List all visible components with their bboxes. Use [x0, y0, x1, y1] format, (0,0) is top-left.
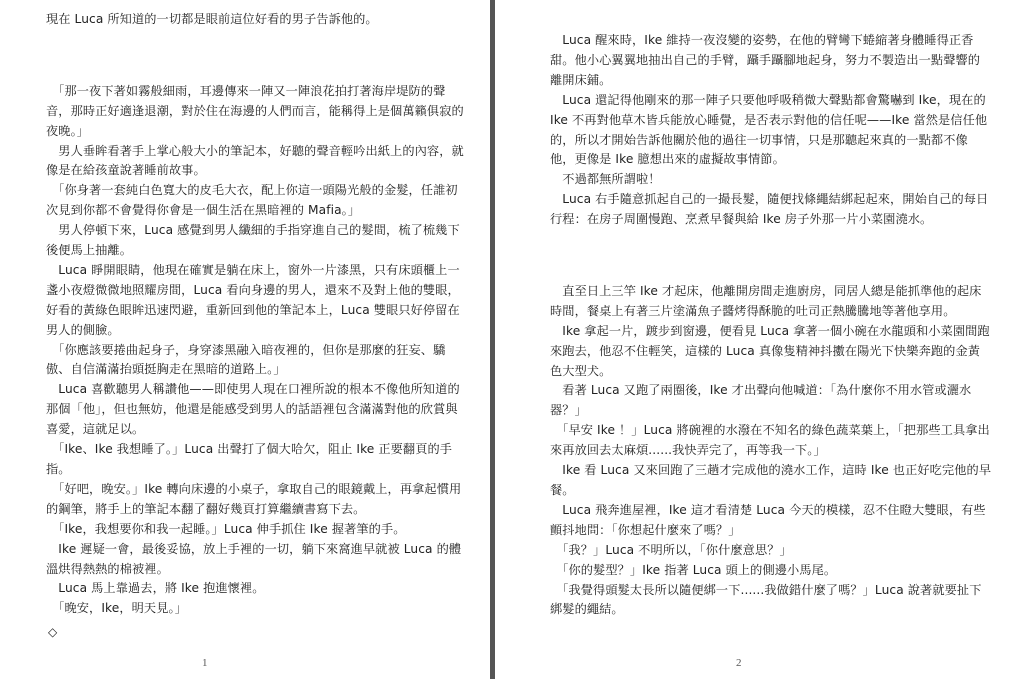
paragraph: Luca 馬上靠過去，將 Ike 抱進懷裡。: [46, 581, 265, 596]
paragraph: Luca 醒來時，Ike 維持一夜沒變的姿勢，在他的臂彎下蜷縮著身體睡得正香甜。他小心翼翼地抽出自己的手臂，躡手躡腳地起身，努力不製造出一點聲響的離開床鋪。: [550, 33, 981, 87]
paragraph: 現在 Luca 所知道的一切都是眼前這位好看的男子告訴他的。: [46, 12, 378, 26]
paragraph: 「我覺得頭髮太長所以隨便綁一下......我做錯什麼了嗎？」Luca 說著就要扯下綁髮的繩結。: [550, 582, 982, 617]
paragraph: Luca 右手隨意抓起自己的一撮長髮，隨便找條繩結綁起起來，開始自己的每日行程：在房子周圍慢跑、烹煮早餐與給 Ike 房子外那一片小菜園澆水。: [550, 192, 989, 227]
paragraph: 「你的髮型？」Ike 指著 Luca 頭上的側邊小馬尾。: [550, 562, 837, 577]
paragraph: 看著 Luca 又跑了兩圈後，Ike 才出聲向他喊道：「為什麼你不用水管或灑水器？」: [550, 383, 972, 418]
page-2-body: [550, 31, 992, 620]
paragraph: 男人停頓下來，Luca 感覺到男人纖細的手指穿進自己的髮間，梳了梳幾下後便馬上抽離。: [46, 223, 460, 258]
paragraph: 直至日上三竿 Ike 才起床，他離開房間走進廚房，同居人總是能抓準他的起床時間，餐桌上有著三片塗滿魚子醬烤得酥脆的吐司正熱騰騰地等著他享用。: [550, 283, 982, 318]
paragraph: 「你身著一套純白色寬大的皮毛大衣，配上你這一頭陽光般的金髮，任誰初次見到你都不會覺得你會是一個生活在黑暗裡的 Mafia。」: [46, 183, 458, 218]
paragraph: 「早安 Ike ！」Luca 將碗裡的水潑在不知名的綠色蔬菜葉上，「把那些工具拿出來再放回去太麻煩......我快弄完了，再等我一下。」: [550, 423, 990, 458]
paragraph: Luca 睜開眼睛，他現在確實是躺在床上，窗外一片漆黑，只有床頭櫃上一盞小夜燈微微地照耀房間，Luca 看向身邊的男人，還來不及對上他的雙眼，好看的黃綠色眼眸迅速閃避，重新回到他的筆記本上，Luca 雙眼只好停留在男人的側臉。: [46, 262, 460, 337]
blank-line: [550, 246, 992, 266]
paragraph: Luca 喜歡聽男人稱讚他——即使男人現在口裡所說的根本不像他所知道的那個「他」，但也無妨，他還是能感受到男人的話語裡包含滿滿對他的欣賞與喜愛，這就足以。: [46, 382, 460, 437]
paragraph: Luca 飛奔進屋裡，Ike 這才看清楚 Luca 今天的模樣，忍不住瞪大雙眼，有些顫抖地問：「你想起什麼來了嗎？」: [550, 502, 986, 537]
paragraph: 「Ike，我想要你和我一起睡。」Luca 伸手抓住 Ike 握著筆的手。: [46, 521, 406, 536]
page-1: [0, 0, 490, 679]
blank-line: [46, 46, 466, 66]
paragraph: 「那一夜下著如霧般細雨，耳邊傳來一陣又一陣浪花拍打著海岸堤防的聲音，那時正好適逢退潮，對於住在海邊的人們而言，能稱得上是個萬籟俱寂的夜晚。」: [46, 83, 464, 138]
paragraph: 男人垂眸看著手上掌心般大小的筆記本，好聽的聲音輕吟出紙上的內容，就像是在給孩童說著睡前故事。: [46, 143, 464, 178]
paragraph: 「我？」Luca 不明所以，「你什麼意思？」: [550, 542, 792, 557]
paragraph: Ike 拿起一片，踱步到窗邊，便看見 Luca 拿著一個小碗在水龍頭和小菜園間跑來跑去，他忍不住輕笑，這樣的 Luca 真像隻精神抖擻在陽光下快樂奔跑的金黃色大型犬。: [550, 323, 990, 378]
paragraph: 「Ike、Ike 我想睡了。」Luca 出聲打了個大哈欠，阻止 Ike 正要翻頁的手指。: [46, 442, 453, 477]
paragraph: 「晚安，Ike，明天見。」: [46, 601, 187, 616]
page-number: 1: [202, 657, 208, 669]
paragraph: Ike 遲疑一會，最後妥協，放上手裡的一切，躺下來窩進早就被 Luca 的體溫烘得熱熱的棉被裡。: [46, 541, 462, 576]
page-1-body: [46, 10, 466, 619]
section-end-mark: ◇: [48, 625, 58, 640]
paragraph: 「你應該要捲曲起身子，身穿漆黑融入暗夜裡的，但你是那麼的狂妄、驕傲、自信滿滿抬頭挺胸走在黑暗的道路上。」: [46, 342, 446, 377]
page-number: 2: [736, 657, 742, 669]
paragraph: 「好吧，晚安。」Ike 轉向床邊的小桌子，拿取自己的眼鏡戴上，再拿起慣用的鋼筆，將手上的筆記本翻了翻好幾頁打算繼續書寫下去。: [46, 481, 462, 516]
page-2: [495, 0, 1014, 679]
paragraph: Ike 看 Luca 又來回跑了三趟才完成他的澆水工作，這時 Ike 也正好吃完他的早餐。: [550, 463, 992, 498]
paragraph: 不過都無所謂啦！: [550, 172, 661, 187]
paragraph: Luca 還記得他剛來的那一陣子只要他呼吸稍微大聲點都會驚嚇到 Ike，現在的 Ike 不再對他草木皆兵能放心睡覺，是否表示對他的信任呢——Ike 當然是信任他的，所以才開始告訴他關於他的過往一切事情，只是那聽起來真的一點都不像他，更像是 Ike 臆想出來的虛擬故事情節。: [550, 92, 988, 167]
